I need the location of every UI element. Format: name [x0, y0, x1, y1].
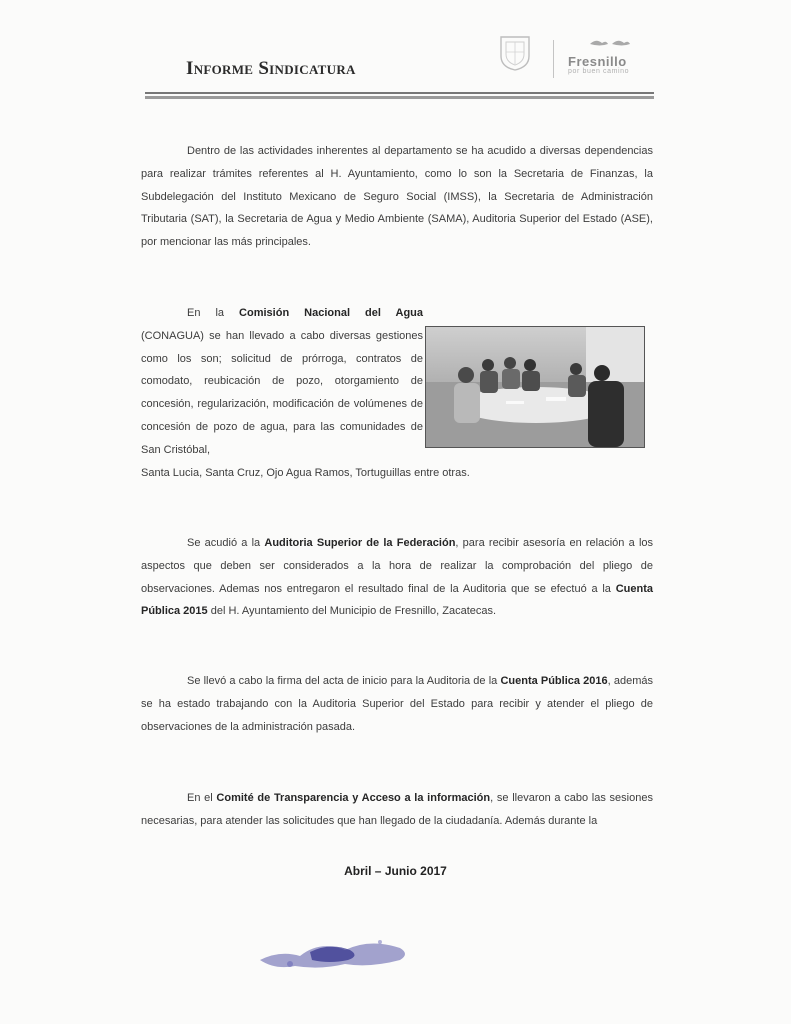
logo-tagline: por buen camino: [568, 68, 630, 75]
logo-divider: [553, 40, 554, 78]
paragraph-conagua: [141, 302, 470, 484]
paragraph-transparencia: [141, 787, 653, 833]
paragraph-cuenta-2016: [141, 670, 653, 738]
report-period: Abril – Junio 2017: [344, 864, 447, 878]
paragraph-dependencias: [141, 140, 653, 254]
paragraph-tail: Santa Lucia, Santa Cruz, Ojo Agua Ramos, Tortuguillas entre otras.: [141, 466, 470, 479]
bold-term: Cuenta Pública 2016: [500, 675, 608, 687]
paragraph-text: Dentro de las actividades inherentes al departamento se ha acudido a diversas dependencias para realizar trámites referentes al H. Ayuntamiento, como lo son la Secretaria de Finanzas, la Subdelegación del Instituto Mexicano de Seguro Social (IMSS), la Secretaria de Administración Tributaria (SAT), la Secretaria de Agua y Medio Ambiente (SAMA), Auditoria Superior del Estado (ASE), por mencionar las más principales.: [141, 145, 653, 249]
meeting-photo-image: [426, 327, 644, 447]
fresnillo-logo: [568, 38, 658, 75]
ink-stamp-mark: [250, 920, 420, 975]
logo-name: Fresnillo: [568, 54, 627, 69]
paragraph-text: (CONAGUA) se han llevado a cabo diversas gestiones como los son; solicitud de prórroga, contratos de comodato, reubicación de pozo, otorgamiento de concesión, regularización, modificación de volúmenes de concesión de pozo de agua, para las comunidades de San Cristóbal,: [141, 329, 423, 456]
paragraph-lead: Se llevó a cabo la firma del acta de inicio para la Auditoria de la: [187, 675, 498, 687]
paragraph-end: , además se ha estado trabajando con la Auditoria Superior del Estado para recibir y atender el pliego de observaciones de la administración pasada.: [141, 675, 653, 733]
paragraph-end: , se llevaron a cabo las sesiones necesarias, para atender las solicitudes que han llegado de la ciudadanía. Además durante la: [141, 792, 653, 827]
header-rule-thick: [145, 96, 654, 99]
document-title: Informe Sindicatura: [186, 58, 356, 79]
paragraph-lead: En el: [187, 792, 213, 804]
paragraph-asf: [141, 532, 653, 623]
paragraph-end: del H. Ayuntamiento del Municipio de Fresnillo, Zacatecas.: [210, 605, 497, 618]
bold-term: Comisión Nacional del Agua: [239, 307, 424, 319]
header-rule: [145, 92, 654, 94]
paragraph-lead: Se acudió a la: [187, 537, 261, 549]
meeting-photo: [425, 326, 645, 448]
paragraph-lead: En la: [187, 307, 225, 319]
birds-icon: [588, 38, 634, 48]
bold-term: Cuenta Pública 2015: [141, 582, 653, 618]
municipal-seal-icon: [497, 34, 533, 72]
bold-term: Auditoria Superior de la Federación: [264, 537, 456, 549]
bold-term: Comité de Transparencia y Acceso a la información: [216, 792, 491, 804]
paragraph-text: , para recibir asesoría en relación a los aspectos que deben ser considerados a la hora de realizar la comprobación del pliego de observaciones. Ademas nos entregaron el resultado final de la Auditoria que se efectuó a la: [141, 537, 654, 595]
